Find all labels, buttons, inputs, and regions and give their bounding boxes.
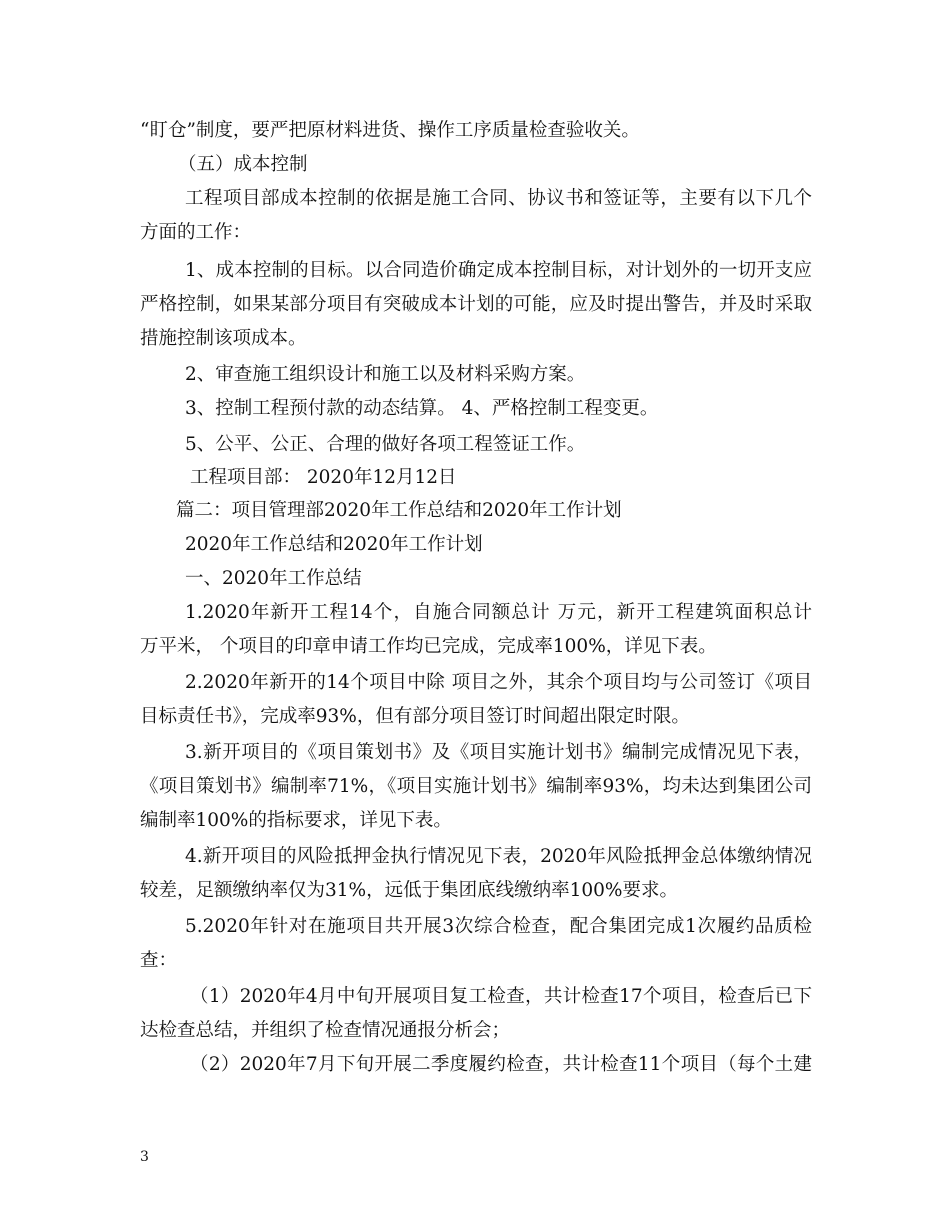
text-line: 4.新开项目的风险抵押金执行情况见下表，2020年风险抵押金总体缴纳情况 xyxy=(185,846,812,867)
article-subtitle: 2020年工作总结和2020年工作计划 xyxy=(185,534,483,555)
text-line: （1）2020年4月中旬开展项目复工检查，共计检查17个项目，检查后已下 xyxy=(190,986,812,1007)
text-line: 万平米， 个项目的印章申请工作均已完成，完成率100%，详见下表。 xyxy=(140,636,717,657)
text-line: 较差，足额缴纳率仅为31%，远低于集团底线缴纳率100%要求。 xyxy=(140,880,679,901)
text-line: （2）2020年7月下旬开展二季度履约检查，共计检查11个项目（每个土建 xyxy=(190,1054,812,1075)
text-line: 2、审查施工组织设计和施工以及材料采购方案。 xyxy=(185,364,586,385)
date-line: 工程项目部： 2020年12月12日 xyxy=(190,467,457,488)
text-line: 1、成本控制的目标。以合同造价确定成本控制目标，对计划外的一切开支应 xyxy=(185,260,812,281)
text-line: 3、控制工程预付款的动态结算。 4、严格控制工程变更。 xyxy=(185,398,659,419)
text-line: 工程项目部成本控制的依据是施工合同、协议书和签证等，主要有以下几个 xyxy=(185,188,812,209)
text-line: 《项目策划书》编制率71%，《项目实施计划书》编制率93%，均未达到集团公司 xyxy=(140,776,812,797)
text-line: 5.2020年针对在施项目共开展3次综合检查，配合集团完成1次履约品质检 xyxy=(185,916,812,937)
text-line: 措施控制该项成本。 xyxy=(140,328,307,349)
text-line: 1.2020年新开工程14个，自施合同额总计 万元，新开工程建筑面积总计 xyxy=(185,602,812,623)
text-line: 3.新开项目的《项目策划书》及《项目实施计划书》编制完成情况见下表， xyxy=(185,742,812,763)
section-heading: 一、2020年工作总结 xyxy=(185,568,362,589)
article-title: 篇二：项目管理部2020年工作总结和2020年工作计划 xyxy=(176,500,622,521)
text-line: 查： xyxy=(140,950,178,971)
text-line: 严格控制，如果某部分项目有突破成本计划的可能，应及时提出警告，并及时采取 xyxy=(140,294,812,315)
text-line: 5、公平、公正、合理的做好各项工程签证工作。 xyxy=(185,434,586,455)
text-line: 目标责任书》，完成率93%，但有部分项目签订时间超出限定时限。 xyxy=(140,706,690,727)
text-line: 达检查总结，并组织了检查情况通报分析会； xyxy=(140,1020,511,1041)
page-number: 3 xyxy=(140,1149,149,1165)
text-line: “盯仓”制度，要严把原材料进货、操作工序质量检查验收关。 xyxy=(140,120,640,141)
text-line: 2.2020年新开的14个项目中除 项目之外，其余个项目均与公司签订《项目 xyxy=(185,672,812,693)
text-line: 方面的工作： xyxy=(140,222,252,243)
text-line: 编制率100%的指标要求，详见下表。 xyxy=(140,810,452,831)
section-heading: （五）成本控制 xyxy=(178,154,308,175)
